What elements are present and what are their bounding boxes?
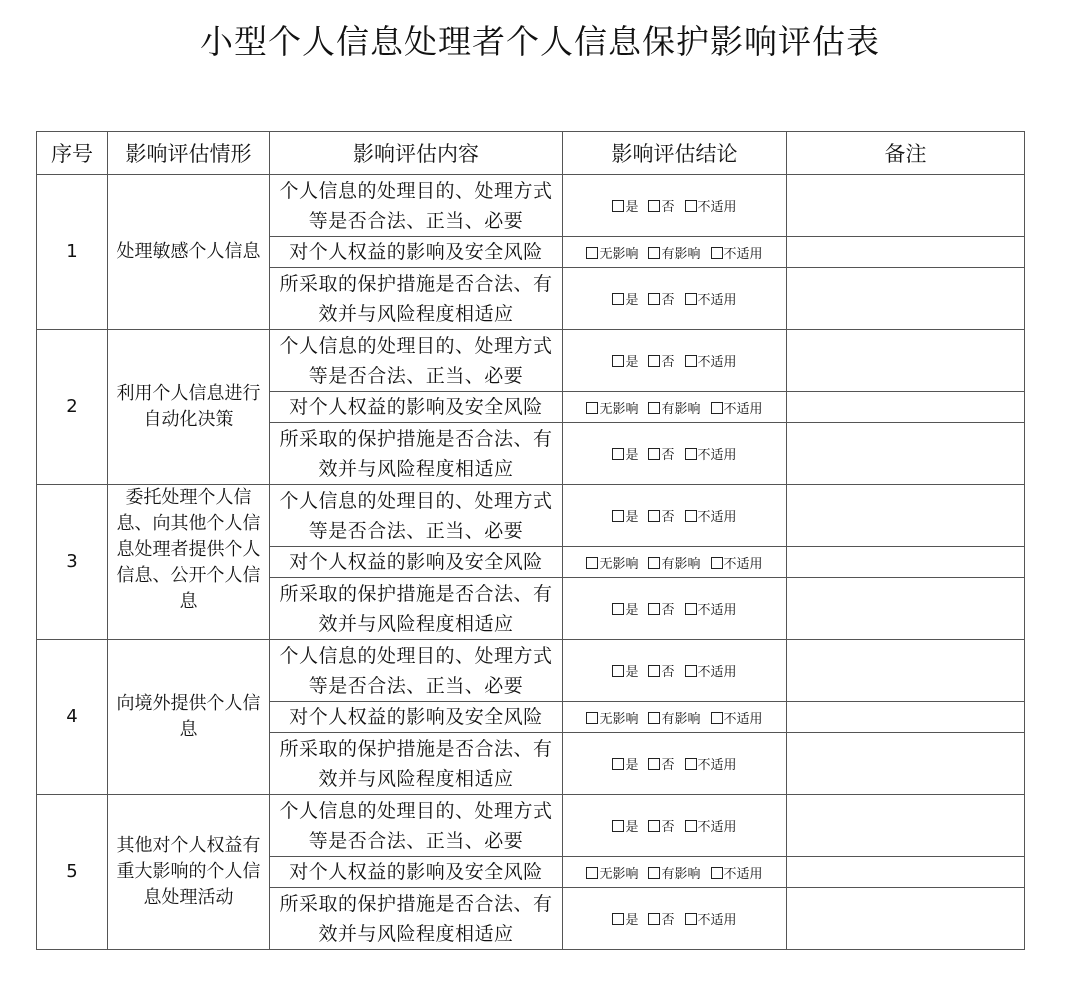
content-cell: 对个人权益的影响及安全风险 xyxy=(270,392,563,423)
checkbox-icon[interactable] xyxy=(685,200,697,212)
row-number-text: 4 xyxy=(66,706,78,727)
option-label: 否 xyxy=(661,820,675,835)
option-label: 有影响 xyxy=(661,556,701,572)
conclusion-option[interactable] xyxy=(648,820,674,835)
checkbox-icon[interactable] xyxy=(685,293,697,305)
checkbox-icon[interactable] xyxy=(711,867,723,879)
checkbox-icon[interactable] xyxy=(648,200,660,212)
note-cell[interactable] xyxy=(787,547,1025,578)
checkbox-icon[interactable] xyxy=(612,758,624,770)
conclusion-option[interactable] xyxy=(685,913,737,928)
option-label: 否 xyxy=(661,293,675,308)
note-cell[interactable] xyxy=(787,392,1025,423)
row-number xyxy=(37,330,108,485)
row-number xyxy=(37,795,108,950)
option-label: 不适用 xyxy=(723,246,763,262)
note-cell[interactable] xyxy=(787,237,1025,268)
situation-cell: 其他对个人权益有重大影响的个人信息处理活动 xyxy=(108,795,270,950)
conclusion-cell xyxy=(563,392,787,423)
option-label: 不适用 xyxy=(697,820,737,835)
note-cell[interactable] xyxy=(787,330,1025,392)
row-number-text: 1 xyxy=(66,241,78,262)
conclusion-option[interactable] xyxy=(586,712,638,727)
conclusion-cell xyxy=(563,795,787,857)
option-label: 是 xyxy=(625,200,639,215)
option-label: 无影响 xyxy=(599,246,639,262)
option-label: 不适用 xyxy=(723,711,763,727)
checkbox-icon[interactable] xyxy=(586,712,598,724)
note-cell[interactable] xyxy=(787,485,1025,547)
row-number-text: 5 xyxy=(66,861,78,882)
checkbox-icon[interactable] xyxy=(648,293,660,305)
checkbox-icon[interactable] xyxy=(648,913,660,925)
header-conclusion: 影响评估结论 xyxy=(563,132,787,175)
conclusion-option[interactable] xyxy=(711,712,763,727)
conclusion-cell xyxy=(563,702,787,733)
content-cell: 对个人权益的影响及安全风险 xyxy=(270,702,563,733)
conclusion-option[interactable] xyxy=(685,355,737,370)
conclusion-option[interactable] xyxy=(685,448,737,463)
conclusion-option[interactable] xyxy=(612,293,638,308)
note-cell[interactable] xyxy=(787,702,1025,733)
table-row xyxy=(37,795,1025,857)
conclusion-option[interactable] xyxy=(711,557,763,572)
option-label: 是 xyxy=(625,603,639,618)
checkbox-icon[interactable] xyxy=(648,867,660,879)
option-label: 不适用 xyxy=(723,401,763,417)
conclusion-option[interactable] xyxy=(711,402,763,417)
option-label: 不适用 xyxy=(697,355,737,370)
content-cell: 所采取的保护措施是否合法、有效并与风险程度相适应 xyxy=(270,423,563,485)
checkbox-icon[interactable] xyxy=(711,712,723,724)
content-cell: 所采取的保护措施是否合法、有效并与风险程度相适应 xyxy=(270,733,563,795)
checkbox-icon[interactable] xyxy=(648,510,660,522)
row-number xyxy=(37,175,108,330)
conclusion-option[interactable] xyxy=(648,448,674,463)
conclusion-option[interactable] xyxy=(685,665,737,680)
option-label: 是 xyxy=(625,355,639,370)
note-cell[interactable] xyxy=(787,578,1025,640)
table-row xyxy=(37,640,1025,702)
note-cell[interactable] xyxy=(787,857,1025,888)
option-label: 不适用 xyxy=(697,510,737,525)
content-cell: 所采取的保护措施是否合法、有效并与风险程度相适应 xyxy=(270,888,563,950)
page-title: 小型个人信息处理者个人信息保护影响评估表 xyxy=(200,22,880,61)
note-cell[interactable] xyxy=(787,640,1025,702)
note-cell[interactable] xyxy=(787,268,1025,330)
conclusion-option[interactable] xyxy=(648,557,700,572)
checkbox-icon[interactable] xyxy=(586,557,598,569)
conclusion-option[interactable] xyxy=(711,867,763,882)
option-label: 是 xyxy=(625,510,639,525)
checkbox-icon[interactable] xyxy=(685,355,697,367)
content-cell: 对个人权益的影响及安全风险 xyxy=(270,237,563,268)
checkbox-icon[interactable] xyxy=(612,448,624,460)
row-number xyxy=(37,485,108,640)
option-label: 有影响 xyxy=(661,711,701,727)
conclusion-option[interactable] xyxy=(685,603,737,618)
conclusion-option[interactable] xyxy=(685,200,737,215)
content-cell: 个人信息的处理目的、处理方式等是否合法、正当、必要 xyxy=(270,640,563,702)
checkbox-icon[interactable] xyxy=(612,603,624,615)
conclusion-option[interactable] xyxy=(648,867,700,882)
checkbox-icon[interactable] xyxy=(648,448,660,460)
checkbox-icon[interactable] xyxy=(648,355,660,367)
conclusion-cell xyxy=(563,423,787,485)
note-cell[interactable] xyxy=(787,795,1025,857)
conclusion-cell xyxy=(563,175,787,237)
option-label: 不适用 xyxy=(697,200,737,215)
conclusion-option[interactable] xyxy=(648,665,674,680)
option-label: 是 xyxy=(625,758,639,773)
checkbox-icon[interactable] xyxy=(685,913,697,925)
option-label: 无影响 xyxy=(599,556,639,572)
checkbox-icon[interactable] xyxy=(612,913,624,925)
conclusion-option[interactable] xyxy=(612,510,638,525)
situation-cell: 向境外提供个人信息 xyxy=(108,640,270,795)
conclusion-option[interactable] xyxy=(648,510,674,525)
header-situation: 影响评估情形 xyxy=(108,132,270,175)
conclusion-option[interactable] xyxy=(648,200,674,215)
conclusion-option[interactable] xyxy=(586,867,638,882)
situation-cell: 利用个人信息进行自动化决策 xyxy=(108,330,270,485)
conclusion-cell xyxy=(563,330,787,392)
option-label: 不适用 xyxy=(697,448,737,463)
checkbox-icon[interactable] xyxy=(648,557,660,569)
header-no: 序号 xyxy=(37,132,108,175)
row-number xyxy=(37,640,108,795)
option-label: 有影响 xyxy=(661,246,701,262)
content-cell: 对个人权益的影响及安全风险 xyxy=(270,857,563,888)
conclusion-option[interactable] xyxy=(648,712,700,727)
checkbox-icon[interactable] xyxy=(685,665,697,677)
assessment-table xyxy=(36,131,1025,950)
conclusion-option[interactable] xyxy=(685,820,737,835)
checkbox-icon[interactable] xyxy=(648,603,660,615)
conclusion-option[interactable] xyxy=(648,758,674,773)
checkbox-icon[interactable] xyxy=(648,712,660,724)
conclusion-option[interactable] xyxy=(612,758,638,773)
option-label: 无影响 xyxy=(599,711,639,727)
situation-cell: 委托处理个人信息、向其他个人信息处理者提供个人信息、公开个人信息 xyxy=(108,485,270,640)
checkbox-icon[interactable] xyxy=(711,247,723,259)
checkbox-icon[interactable] xyxy=(685,820,697,832)
situation-cell: 处理敏感个人信息 xyxy=(108,175,270,330)
option-label: 否 xyxy=(661,510,675,525)
conclusion-option[interactable] xyxy=(612,913,638,928)
conclusion-cell xyxy=(563,485,787,547)
content-cell: 个人信息的处理目的、处理方式等是否合法、正当、必要 xyxy=(270,175,563,237)
option-label: 不适用 xyxy=(697,665,737,680)
option-label: 否 xyxy=(661,200,675,215)
checkbox-icon[interactable] xyxy=(612,820,624,832)
checkbox-icon[interactable] xyxy=(685,758,697,770)
table-header-row xyxy=(37,132,1025,175)
checkbox-icon[interactable] xyxy=(612,665,624,677)
table-body xyxy=(37,175,1025,950)
checkbox-icon[interactable] xyxy=(612,293,624,305)
option-label: 不适用 xyxy=(697,913,737,928)
option-label: 有影响 xyxy=(661,401,701,417)
conclusion-cell xyxy=(563,578,787,640)
conclusion-option[interactable] xyxy=(612,448,638,463)
conclusion-option[interactable] xyxy=(648,913,674,928)
option-label: 是 xyxy=(625,665,639,680)
conclusion-cell xyxy=(563,640,787,702)
checkbox-icon[interactable] xyxy=(711,557,723,569)
checkbox-icon[interactable] xyxy=(612,510,624,522)
conclusion-option[interactable] xyxy=(586,557,638,572)
option-label: 无影响 xyxy=(599,866,639,882)
note-cell[interactable] xyxy=(787,888,1025,950)
conclusion-option[interactable] xyxy=(612,820,638,835)
conclusion-cell xyxy=(563,547,787,578)
conclusion-option[interactable] xyxy=(648,355,674,370)
checkbox-icon[interactable] xyxy=(648,820,660,832)
option-label: 不适用 xyxy=(697,603,737,618)
conclusion-option[interactable] xyxy=(648,603,674,618)
conclusion-option[interactable] xyxy=(612,603,638,618)
option-label: 否 xyxy=(661,913,675,928)
option-label: 不适用 xyxy=(723,866,763,882)
checkbox-icon[interactable] xyxy=(586,867,598,879)
conclusion-option[interactable] xyxy=(612,355,638,370)
option-label: 是 xyxy=(625,913,639,928)
option-label: 是 xyxy=(625,293,639,308)
checkbox-icon[interactable] xyxy=(586,247,598,259)
option-label: 是 xyxy=(625,448,639,463)
checkbox-icon[interactable] xyxy=(685,603,697,615)
conclusion-option[interactable] xyxy=(612,200,638,215)
content-cell: 所采取的保护措施是否合法、有效并与风险程度相适应 xyxy=(270,578,563,640)
option-label: 否 xyxy=(661,758,675,773)
checkbox-icon[interactable] xyxy=(648,247,660,259)
conclusion-option[interactable] xyxy=(685,510,737,525)
content-cell: 个人信息的处理目的、处理方式等是否合法、正当、必要 xyxy=(270,795,563,857)
option-label: 不适用 xyxy=(723,556,763,572)
conclusion-cell xyxy=(563,237,787,268)
option-label: 无影响 xyxy=(599,401,639,417)
content-cell: 所采取的保护措施是否合法、有效并与风险程度相适应 xyxy=(270,268,563,330)
checkbox-icon[interactable] xyxy=(648,402,660,414)
checkbox-icon[interactable] xyxy=(648,665,660,677)
conclusion-cell xyxy=(563,857,787,888)
option-label: 是 xyxy=(625,820,639,835)
header-note: 备注 xyxy=(787,132,1025,175)
header-content: 影响评估内容 xyxy=(270,132,563,175)
option-label: 不适用 xyxy=(697,293,737,308)
note-cell[interactable] xyxy=(787,733,1025,795)
conclusion-option[interactable] xyxy=(685,758,737,773)
checkbox-icon[interactable] xyxy=(648,758,660,770)
option-label: 否 xyxy=(661,448,675,463)
row-number-text: 3 xyxy=(66,551,78,572)
conclusion-cell xyxy=(563,733,787,795)
conclusion-option[interactable] xyxy=(648,247,700,262)
option-label: 有影响 xyxy=(661,866,701,882)
content-cell: 对个人权益的影响及安全风险 xyxy=(270,547,563,578)
conclusion-cell xyxy=(563,888,787,950)
table-row xyxy=(37,485,1025,547)
checkbox-icon[interactable] xyxy=(711,402,723,414)
checkbox-icon[interactable] xyxy=(612,355,624,367)
conclusion-option[interactable] xyxy=(648,402,700,417)
content-cell: 个人信息的处理目的、处理方式等是否合法、正当、必要 xyxy=(270,485,563,547)
checkbox-icon[interactable] xyxy=(586,402,598,414)
option-label: 否 xyxy=(661,355,675,370)
conclusion-cell xyxy=(563,268,787,330)
conclusion-option[interactable] xyxy=(648,293,674,308)
checkbox-icon[interactable] xyxy=(685,448,697,460)
table-row xyxy=(37,175,1025,237)
conclusion-option[interactable] xyxy=(685,293,737,308)
row-number-text: 2 xyxy=(66,396,78,417)
conclusion-option[interactable] xyxy=(586,402,638,417)
conclusion-option[interactable] xyxy=(586,247,638,262)
option-label: 不适用 xyxy=(697,758,737,773)
option-label: 否 xyxy=(661,665,675,680)
note-cell[interactable] xyxy=(787,423,1025,485)
content-cell: 个人信息的处理目的、处理方式等是否合法、正当、必要 xyxy=(270,330,563,392)
option-label: 否 xyxy=(661,603,675,618)
note-cell[interactable] xyxy=(787,175,1025,237)
conclusion-option[interactable] xyxy=(612,665,638,680)
conclusion-option[interactable] xyxy=(711,247,763,262)
checkbox-icon[interactable] xyxy=(685,510,697,522)
table-row xyxy=(37,330,1025,392)
checkbox-icon[interactable] xyxy=(612,200,624,212)
